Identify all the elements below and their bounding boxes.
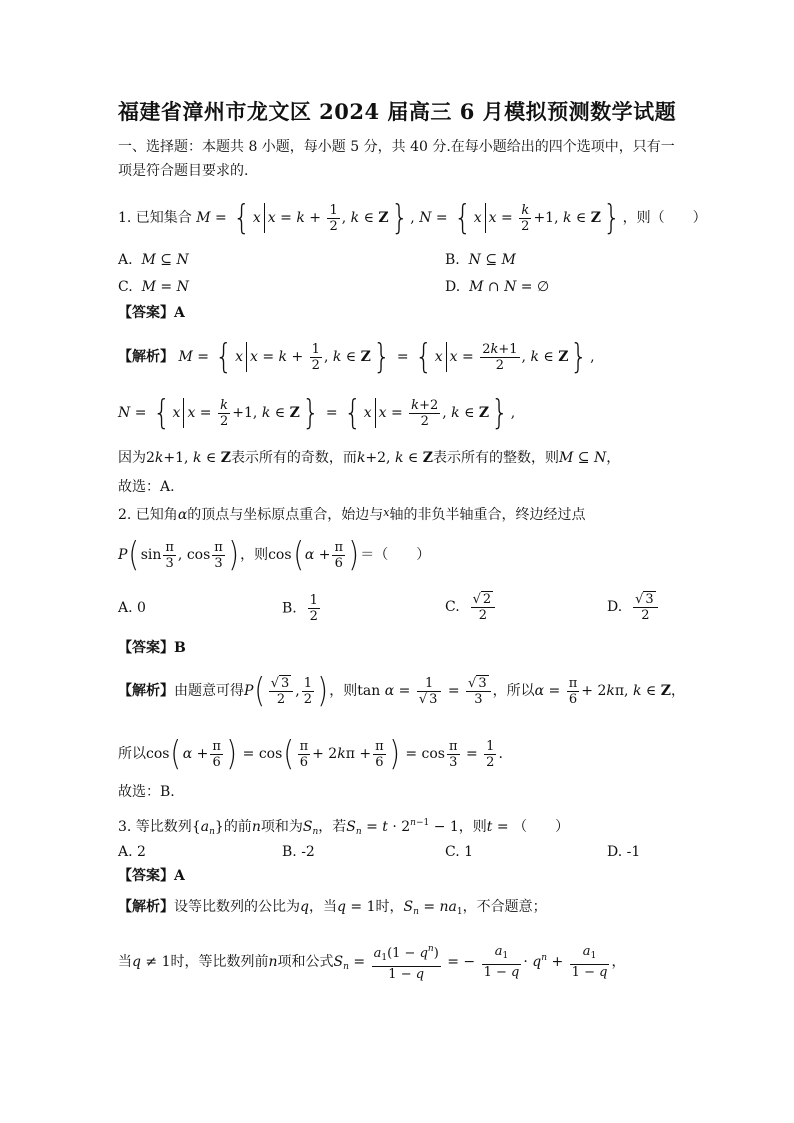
- q1-text-1: 表示所有的奇数，而: [230, 450, 357, 466]
- q1-analysis-line2: N = { x x = $\frac{k}{2}$ +1, k ∈ Z} = { x x = $\frac{k+2}{2}$ , k ∈ Z} ,: [118, 393, 516, 433]
- q2-analysis-2: ，则: [329, 683, 358, 699]
- q3-answer: 【答案】A: [118, 868, 185, 884]
- q3-stem-b: 的前: [223, 819, 252, 835]
- q2-analysis-tag: 【解析】: [118, 683, 174, 699]
- q3-analysis-4: ，不合题意；: [462, 899, 547, 915]
- q1-option-c-label: C.: [118, 279, 133, 295]
- q2-conclusion: 故选：B.: [118, 784, 175, 800]
- q3-option-a: A. 2: [118, 844, 146, 860]
- q1-stem-end: ，则（ ）: [622, 210, 707, 226]
- q1-option-c: C. M = N: [118, 279, 189, 295]
- q1-stem-text: 1. 已知集合: [118, 210, 192, 226]
- q2-stem-2: ，则: [240, 547, 269, 563]
- q2-option-c-label: C.: [445, 599, 460, 615]
- q1-conclusion: 故选：A.: [118, 479, 175, 495]
- q2-stem-1c: 轴的非负半轴重合，终边经过点: [389, 507, 586, 523]
- q2-answer: 【答案】B: [118, 640, 186, 656]
- q2-analysis-4: ，: [670, 683, 685, 699]
- q3-analysis-b3: 项和公式: [277, 954, 334, 970]
- q3-analysis-b4: ，: [611, 954, 626, 970]
- q1-analysis-line1: 【解析】 M = { x x = k + $\frac{1}{2}$ , k ∈ Z} = { x x = $\frac{2k+1}{2}$ , k ∈ Z} ,: [118, 337, 595, 377]
- q2-analysis-line1: 【解析】由题意可得P( $\frac{√ 3}{2}$ , $\frac{1}{2}$ )，则tan α = $\frac{1}{√ 3}$ = $\frac{√ 3}{3}$ ，所以α = $\frac{\pi}{6}$ + 2kπ, k ∈ Z，: [118, 671, 685, 711]
- q3-stem-a: 3. 等比数列: [118, 819, 192, 835]
- q3-analysis-line2: 当q ≠ 1时，等比数列前n项和公式$S_n$ = $\frac{a_1(1 - q^n)}{1 - q}$ = − $\frac{a_1}{1 - q}$ · $q^n$ + $\frac{a_1}{1 - q}$ ，: [118, 944, 626, 982]
- q2-analysis-line2: 所以cos(α + $\frac{\pi}{6}$ ) = cos( $\frac{\pi}{6}$ + 2kπ + $\frac{\pi}{6}$ ) = cos $\frac{\pi}{3}$ = $\frac{1}{2}$ .: [118, 734, 503, 774]
- q2-option-c: C. $\frac{√ 2}{2}$: [445, 590, 497, 624]
- q1-stem: 1. 已知集合 M = { x x = k + $\frac{1}{2}$ , k ∈ Z} , N = { x x = $\frac{k}{2}$ +1, k ∈ Z} ，则（ ）: [118, 198, 707, 238]
- q1-option-a-label: A.: [118, 252, 133, 268]
- q3-stem: 3. 等比数列$\{a_n\}$的前n项和为$S_n$，若$S_n = t \cdot 2^{n-1} - 1$，则t = （ ）: [118, 818, 570, 837]
- q2-so: 所以: [118, 746, 146, 762]
- q1-option-b-label: B.: [445, 252, 460, 268]
- q3-analysis-b2: 时，等比数列前: [170, 954, 269, 970]
- q1-option-d: D. M ∩ N = ∅: [445, 279, 550, 295]
- q2-option-b: B. $\frac{1}{2}$: [282, 593, 318, 624]
- q2-stem-1a: 2. 已知角: [118, 507, 178, 523]
- q2-analysis-3: ，所以: [492, 683, 535, 699]
- q3-analysis-2: ，当: [308, 899, 337, 915]
- q3-stem-d: ，若: [318, 819, 347, 835]
- q3-analysis-b1: 当: [118, 954, 132, 970]
- q3-analysis-line1: 【解析】设等比数列的公比为q，当q = 1时，$S_n = na_1$，不合题意；: [118, 899, 547, 917]
- q3-analysis-3: 时，: [375, 899, 404, 915]
- q1-option-d-label: D.: [445, 279, 461, 295]
- q1-analysis-line3: 因为2k+1, k ∈ Z表示所有的奇数，而k+2, k ∈ Z表示所有的整数，则M ⊆ N，: [118, 450, 621, 466]
- q3-analysis-1: 设等比数列的公比为: [174, 899, 300, 915]
- q1-because: 因为: [118, 450, 146, 466]
- q2-stem-line2: P(sin $\frac{\pi}{3}$ , cos $\frac{\pi}{3}$ )，则cos(α + $\frac{\pi}{6}$ )＝（ ）: [118, 535, 431, 575]
- q1-text-3: ，: [606, 450, 621, 466]
- q2-option-b-label: B.: [282, 600, 297, 617]
- page-title: 福建省漳州市龙文区 2024 届高三 6 月模拟预测数学试题: [117, 99, 677, 124]
- q3-option-c: C. 1: [445, 844, 474, 860]
- q2-stem-1b: 的顶点与坐标原点重合，始边与: [187, 507, 384, 523]
- q2-analysis-1: 由题意可得: [174, 683, 244, 699]
- q2-stem-line1: 2. 已知角α的顶点与坐标原点重合，始边与$^x$轴的非负半轴重合，终边经过点: [118, 506, 586, 523]
- section-header-line1: 一、选择题：本题共 8 小题，每小题 5 分，共 40 分.在每小题给出的四个选项中，只有一: [118, 139, 675, 155]
- q3-stem-e: ，则: [458, 819, 487, 835]
- q1-option-b: B. N ⊆ M: [445, 252, 516, 268]
- q3-option-b: B. -2: [282, 844, 315, 860]
- q2-option-d-label: D.: [607, 599, 623, 615]
- q3-option-d: D. -1: [607, 844, 641, 860]
- q3-analysis-tag: 【解析】: [118, 899, 174, 915]
- q1-text-2: 表示所有的整数，则: [432, 450, 559, 466]
- q1-analysis-tag: 【解析】: [118, 349, 174, 365]
- q1-option-a: A. M ⊆ N: [118, 252, 189, 268]
- q3-stem-c: 项和为: [260, 819, 303, 835]
- q2-option-a: A. 0: [118, 600, 146, 616]
- q2-stem-2b: ＝（ ）: [360, 547, 431, 563]
- q1-answer: 【答案】A: [118, 305, 185, 321]
- q3-stem-f: （ ）: [513, 819, 570, 835]
- section-header-line2: 项是符合题目要求的.: [118, 163, 249, 179]
- q2-option-d: D. $\frac{√ 3}{2}$: [607, 590, 660, 624]
